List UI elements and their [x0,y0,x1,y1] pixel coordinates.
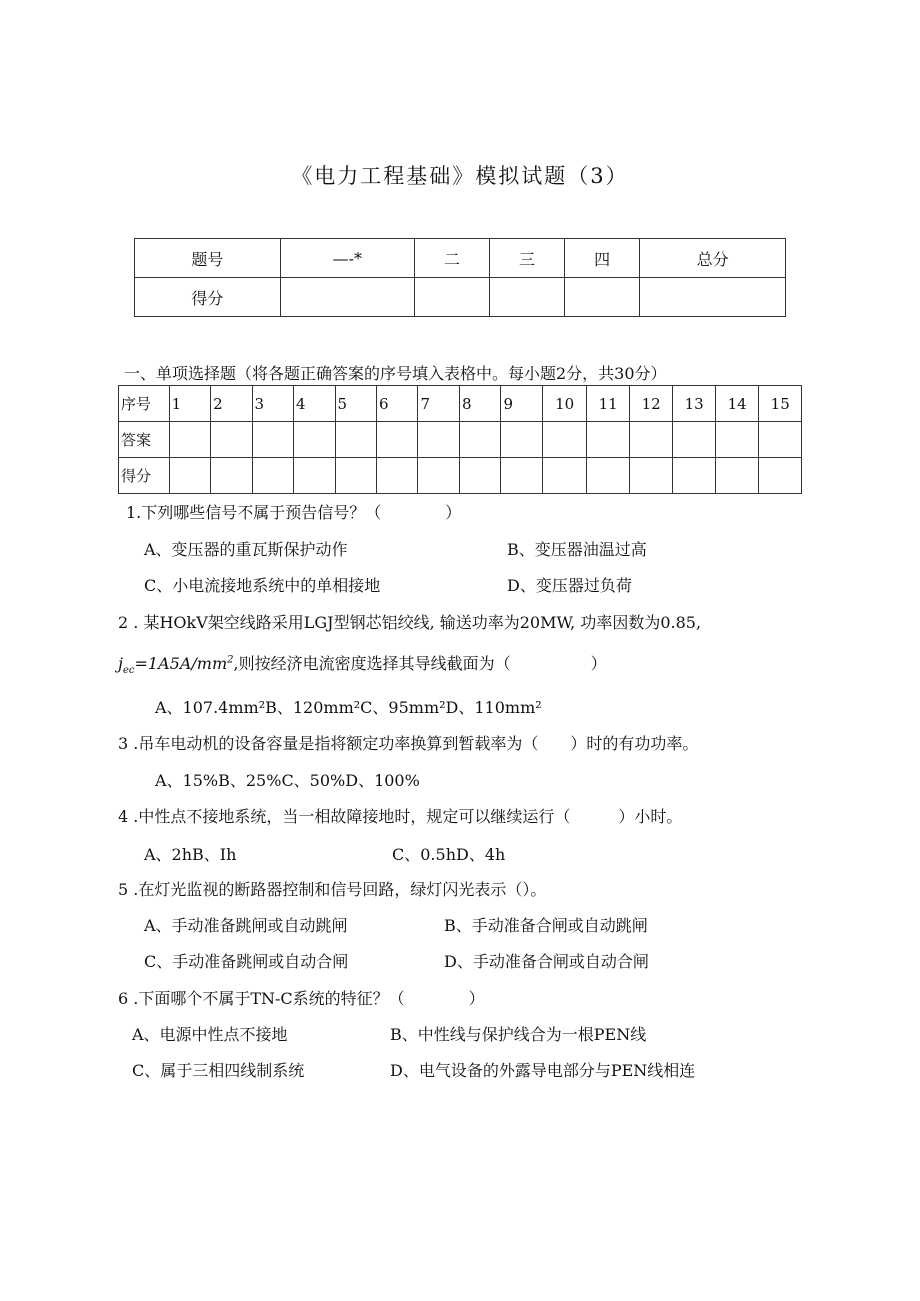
score-input-cell[interactable] [418,458,459,494]
answer-input-cell[interactable] [169,422,210,458]
question-number-cell: 8 [459,386,500,422]
score-input-cell[interactable] [252,458,293,494]
option-text: A、电源中性点不接地 [132,1025,288,1044]
question-number-cell: 14 [715,386,759,422]
option-text: D、电气设备的外露导电部分与PEN线相连 [390,1061,696,1080]
section1-heading: 一、单项选择题（将各题正确答案的序号填入表格中。每小题2分，共30分） [124,364,667,383]
question-number-cell: 10 [542,386,587,422]
answer-table-score-row [119,458,802,494]
score-table-score-row [135,278,786,317]
score-table-header-row [135,239,786,278]
question-number-cell: 13 [673,386,715,422]
score-input-cell[interactable] [280,278,414,317]
answer-table-number-row [119,386,802,422]
score-input-cell[interactable] [377,458,418,494]
question-number-cell: 12 [629,386,673,422]
question-number-cell: 15 [759,386,802,422]
score-input-cell[interactable] [414,278,489,317]
score-header-cell: —-* [280,239,414,278]
option-text: A、手动准备跳闸或自动跳闸 [144,916,348,935]
score-input-cell[interactable] [335,458,376,494]
score-input-cell[interactable] [565,278,640,317]
question-stem: 1.下列哪些信号不属于预告信号？（ ） [126,503,462,522]
answer-input-cell[interactable] [629,422,673,458]
page-title: 《电力工程基础》模拟试题（3） [291,164,629,188]
answer-input-cell[interactable] [294,422,335,458]
score-input-cell[interactable] [542,458,587,494]
option-text: D、变压器过负荷 [507,576,632,595]
answer-input-cell[interactable] [715,422,759,458]
question-number-cell: 4 [294,386,335,422]
question-number-cell: 9 [501,386,542,422]
answer-row-label: 序号 [119,386,170,422]
answer-input-cell[interactable] [673,422,715,458]
score-header-cell: 题号 [135,239,281,278]
question-number-cell: 7 [418,386,459,422]
question-number-cell: 5 [335,386,376,422]
score-input-cell[interactable] [759,458,802,494]
option-text: D、手动准备合闸或自动合闸 [444,952,649,971]
score-table [134,238,786,317]
answer-input-cell[interactable] [501,422,542,458]
formula-superscript: 2 [227,654,234,666]
formula-value: =1A5A/mm [134,654,228,673]
option-text: B、变压器油温过高 [507,540,647,559]
option-text: A、2hB、Ih [144,845,237,864]
option-text: B、中性线与保护线合为一根PEN线 [390,1025,647,1044]
option-text: C、0.5hD、4h [392,845,506,864]
score-header-cell: 四 [565,239,640,278]
score-input-cell[interactable] [490,278,565,317]
question-stem-rest: ,则按经济电流密度选择其导线截面为（ ） [233,654,607,673]
score-input-cell[interactable] [459,458,500,494]
answer-input-cell[interactable] [418,422,459,458]
question-stem: 4 .中性点不接地系统，当一相故障接地时，规定可以继续运行（ ）小时。 [118,807,683,826]
question-number-cell: 2 [211,386,252,422]
question-number-cell: 3 [252,386,293,422]
question-number-cell: 6 [377,386,418,422]
answer-input-cell[interactable] [335,422,376,458]
option-text: C、属于三相四线制系统 [132,1061,305,1080]
option-text: A、15%B、25%C、50%D、100% [155,771,420,790]
answer-input-cell[interactable] [587,422,629,458]
answer-input-cell[interactable] [252,422,293,458]
score-input-cell[interactable] [629,458,673,494]
score-header-cell: 二 [414,239,489,278]
formula-variable: j [118,654,123,673]
answer-input-cell[interactable] [211,422,252,458]
answer-input-cell[interactable] [542,422,587,458]
answer-input-cell[interactable] [759,422,802,458]
score-input-cell[interactable] [715,458,759,494]
question-stem: 5 .在灯光监视的断路器控制和信号回路，绿灯闪光表示（）。 [118,880,547,899]
option-text: A、107.4mm²B、120mm²C、95mm²D、110mm² [155,698,542,717]
score-input-cell[interactable] [169,458,210,494]
score-header-cell: 三 [490,239,565,278]
answer-table [118,385,802,494]
score-input-cell[interactable] [587,458,629,494]
question-stem-continuation [118,651,607,676]
question-number-cell: 1 [169,386,210,422]
question-stem: 6 .下面哪个不属于TN-C系统的特征？（ ） [118,989,485,1008]
score-input-cell[interactable] [294,458,335,494]
question-stem: 2 . 某HOkV架空线路采用LGJ型钢芯铝绞线, 输送功率为20MW, 功率因数为0.85, [118,613,702,632]
question-number-cell: 11 [587,386,629,422]
answer-table-answer-row [119,422,802,458]
question-stem: 3 .吊车电动机的设备容量是指将额定功率换算到暂载率为（ ）时的有功功率。 [118,734,699,753]
answer-row-label: 得分 [119,458,170,494]
score-input-cell[interactable] [640,278,786,317]
answer-input-cell[interactable] [459,422,500,458]
answer-input-cell[interactable] [377,422,418,458]
score-row-label: 得分 [135,278,281,317]
option-text: A、变压器的重瓦斯保护动作 [144,540,348,559]
score-input-cell[interactable] [673,458,715,494]
option-text: B、手动准备合闸或自动跳闸 [444,916,648,935]
score-header-cell: 总分 [640,239,786,278]
formula-subscript: ec [122,665,135,677]
score-input-cell[interactable] [501,458,542,494]
answer-row-label: 答案 [119,422,170,458]
option-text: C、手动准备跳闸或自动合闸 [144,952,349,971]
score-input-cell[interactable] [211,458,252,494]
option-text: C、小电流接地系统中的单相接地 [144,576,381,595]
